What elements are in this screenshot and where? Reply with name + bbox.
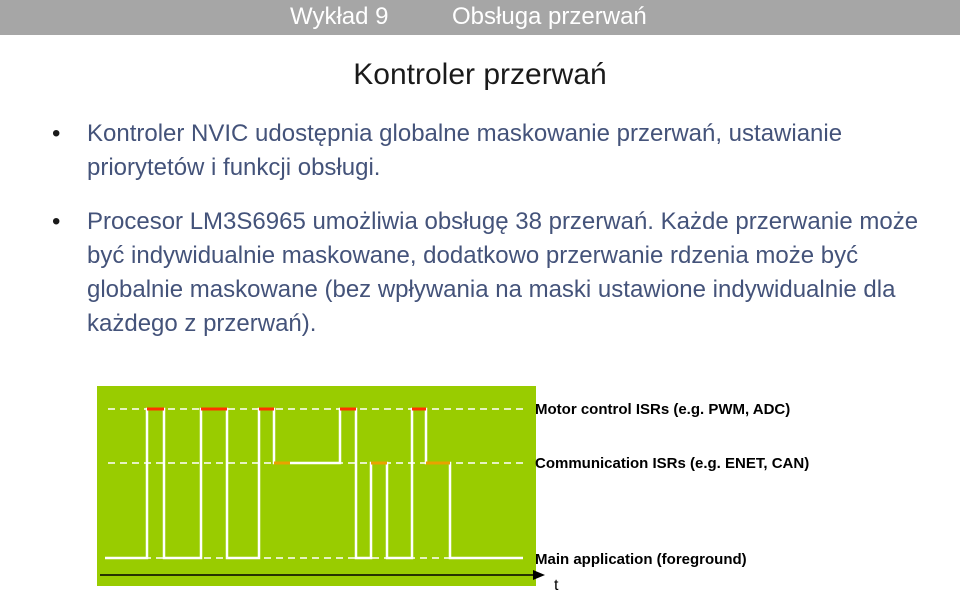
- lecture-label: Wykład 9: [290, 3, 389, 30]
- time-axis-arrow-icon: [533, 570, 545, 580]
- comm-level-label: Communication ISRs (e.g. ENET, CAN): [535, 455, 810, 472]
- bullet-text: Procesor LM3S6965 umożliwia obsługę 38 przerwań. Każde przerwanie może być indywidualnie maskowane, dodatkowo przerwanie rdzenia może być globalnie maskowane (bez wpływania na maski ustawione indywidualnie dla każdego z przerwań).: [87, 208, 919, 337]
- bullet-dot-icon: •: [52, 120, 61, 147]
- bullet-dot-icon: •: [52, 208, 61, 235]
- slide-title: Kontroler przerwań: [353, 58, 607, 91]
- topic-label: Obsługa przerwań: [452, 3, 647, 30]
- main-level-label: Main application (foreground): [535, 551, 747, 568]
- bullet-text: Kontroler NVIC udostępnia globalne maskowanie przerwań, ustawianie priorytetów i funkcji obsługi.: [87, 120, 843, 181]
- time-axis-label: t: [554, 577, 559, 594]
- motor-level-label: Motor control ISRs (e.g. PWM, ADC): [535, 401, 791, 418]
